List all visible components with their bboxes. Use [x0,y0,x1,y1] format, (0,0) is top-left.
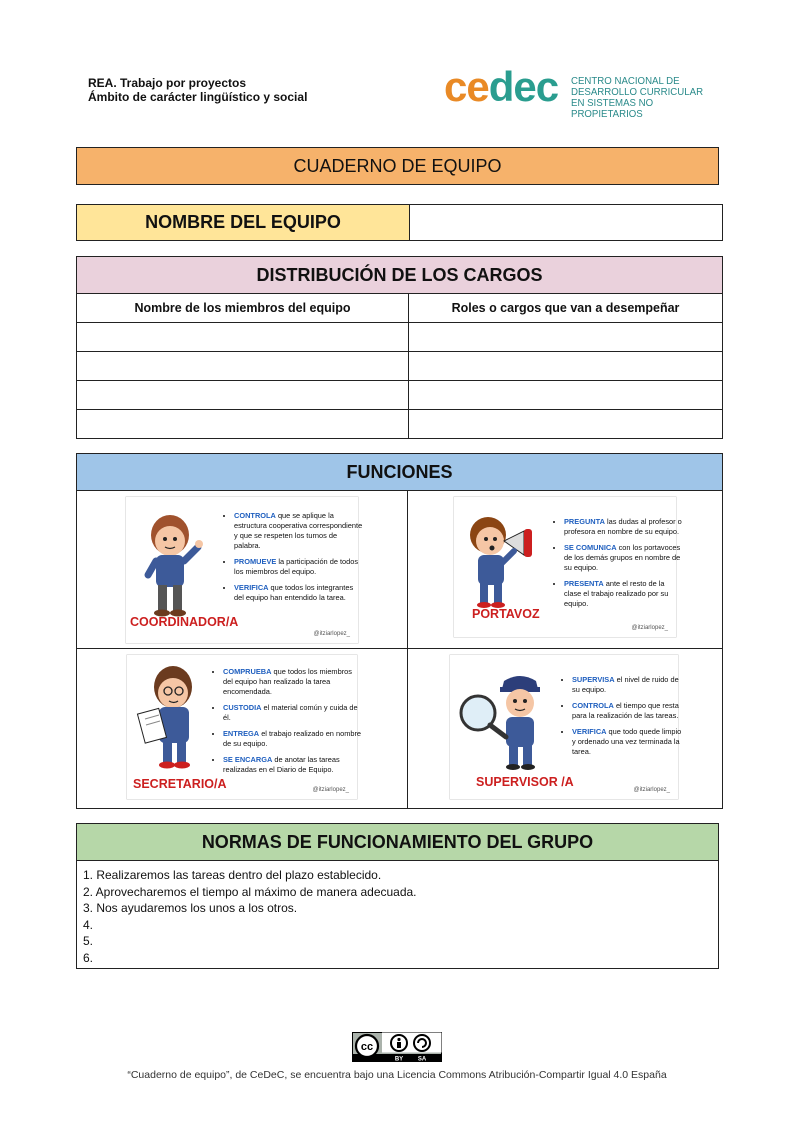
role-cell[interactable] [409,323,723,352]
list-item: • SE ENCARGA de anotar las tareas realizadas en el Diario de Equipo. [223,755,363,775]
supervisor-card [450,655,682,799]
role-cell[interactable] [409,381,723,410]
supervisor-duties-list [562,675,684,763]
secretary-figure-icon [131,661,217,773]
list-item: 3. Nos ayudaremos los unos a los otros. [83,901,298,915]
coordinator-figure-icon [132,509,214,619]
cc-symbol: cc [360,1041,374,1053]
document-title: CUADERNO DE EQUIPO [76,147,719,185]
supervisor-figure-icon [454,669,564,779]
logo-letter: d [488,63,514,110]
functions-grid [77,491,722,809]
secretary-role-label: SECRETARIO/A [133,777,227,791]
header-line-2: Ámbito de carácter lingüístico y social [88,90,308,104]
function-cell-secretary [77,649,408,809]
illustration-credit: @itziarlopez_ [313,631,350,637]
team-name-label: NOMBRE DEL EQUIPO [77,205,410,240]
list-item: • SUPERVISA el nivel de ruido de su equipo. [572,675,684,695]
header-line-1: REA. Trabajo por proyectos [88,76,247,90]
functions-heading: FUNCIONES [77,454,722,491]
list-item: • PROMUEVE la participación de todos los miembros del equipo. [234,557,364,577]
logo-letter: e [513,63,536,110]
logo-letter: c [444,63,467,110]
list-item: • VERIFICA que todos los integrantes del equipo han entendido la tarea. [234,583,364,603]
role-cell[interactable] [409,410,723,439]
license-text: “Cuaderno de equipo”, de CeDeC, se encuentra bajo una Licencia Commons Atribución-Compartir Igual 4.0 España [127,1069,667,1081]
members-column-header: Nombre de los miembros del equipo [77,294,409,323]
by-label: BY [394,1056,404,1062]
list-item: 1. Realizaremos las tareas dentro del plazo establecido. [83,868,382,882]
coordinator-card [126,497,363,643]
cedec-logo-word [444,64,558,110]
spokesperson-card [454,497,682,637]
spokesperson-figure-icon [458,511,558,611]
spokesperson-duties-list [554,517,682,615]
group-rules-section [76,823,719,969]
list-item: 6. [83,950,94,965]
function-cell-supervisor [408,649,722,809]
member-name-cell[interactable] [77,323,409,352]
member-name-cell[interactable] [77,352,409,381]
document-header [88,76,307,104]
group-rules-list[interactable] [77,861,718,972]
member-name-cell[interactable] [77,410,409,439]
logo-letter: c [535,63,559,110]
coordinator-role-label: COORDINADOR/A [130,615,239,629]
cedec-logo [444,63,734,120]
coordinator-duties-list [224,511,364,609]
spokesperson-role-label: PORTAVOZ [472,607,540,621]
list-item: • PRESENTA ante el resto de la clase el trabajo realizado por su equipo. [564,579,682,609]
table-row [77,352,722,381]
list-item: 2. Aprovecharemos el tiempo al máximo de manera adecuada. [83,884,417,899]
illustration-credit: @itziarlopez_ [631,625,668,631]
list-item: • ENTREGA el trabajo realizado en nombre de su equipo. [223,729,363,749]
list-item: 4. [83,917,94,932]
roles-distribution-heading: DISTRIBUCIÓN DE LOS CARGOS [77,257,722,294]
table-row [77,410,722,439]
role-cell[interactable] [409,352,723,381]
list-item: • CONTROLA que se aplique la estructura cooperativa correspondiente y que se respeten los turnos de palabra. [234,511,364,551]
supervisor-role-label: SUPERVISOR /A [476,775,574,789]
list-item: • SE COMUNICA con los portavoces de los demás grupos en nombre de su equipo. [564,543,682,573]
license-footer [0,1032,794,1081]
list-item: 5. [83,934,94,948]
group-rules-heading: NORMAS DE FUNCIONAMIENTO DEL GRUPO [77,824,718,861]
illustration-credit: @itziarlopez_ [312,787,349,793]
list-item: • CONTROLA el tiempo que resta para la realización de las tareas. [572,701,684,721]
functions-section [76,453,723,809]
cc-by-sa-license-icon[interactable] [352,1032,442,1062]
sa-label: SA [417,1056,427,1062]
list-item: • VERIFICA que todo quede limpio y ordenado una vez terminada la tarea. [572,727,684,757]
list-item: • COMPRUEBA que todos los miembros del equipo han realizado la tarea encomendada. [223,667,363,697]
team-name-row [76,204,723,241]
secretary-card [127,655,362,799]
team-name-field[interactable] [410,205,722,240]
table-row [77,381,722,410]
list-item: • PREGUNTA las dudas al profesor o profesora en nombre de su equipo. [564,517,682,537]
illustration-credit: @itziarlopez_ [633,787,670,793]
table-row [77,323,722,352]
list-item: • CUSTODIA el material común y cuida de él. [223,703,363,723]
function-cell-coordinator [77,491,408,649]
roles-column-header: Roles o cargos que van a desempeñar [409,294,723,323]
function-cell-spokesperson [408,491,722,649]
cedec-logo-text: CENTRO NACIONAL DE DESARROLLO CURRICULAR EN SISTEMAS NO PROPIETARIOS [571,75,704,120]
member-name-cell[interactable] [77,381,409,410]
secretary-duties-list [213,667,363,781]
roles-table [77,294,722,438]
logo-letter: e [466,63,489,110]
roles-distribution-section [76,256,723,439]
